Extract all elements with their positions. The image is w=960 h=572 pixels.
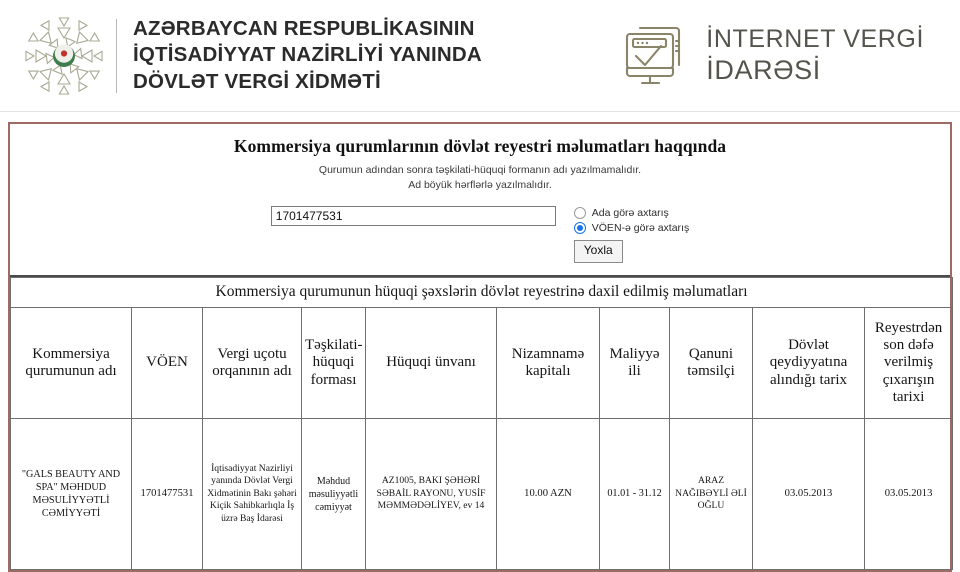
col-header-representative: Qanuni təmsilçi: [670, 308, 753, 419]
radio-label-by-name: Ada görə axtarış: [591, 207, 669, 220]
monitor-checkmark-icon: [618, 19, 692, 93]
cell-registration-date: 03.05.2013: [753, 419, 865, 570]
page-title: Kommersiya qurumlarının dövlət reyestri məlumatları haqqında: [233, 136, 727, 156]
col-header-address: Hüquqi ünvanı: [366, 308, 497, 419]
col-header-fiscal-year: Maliyyə ili: [600, 308, 670, 419]
brand-title: [133, 16, 482, 96]
cell-legal-form: Məhdud məsuliyyətli cəmiyyət: [302, 419, 366, 570]
search-form: [10, 124, 950, 277]
cell-capital: 10.00 AZN: [497, 419, 600, 570]
cell-representative: ARAZ NAĞIBƏYLİ ƏLİ OĞLU: [670, 419, 753, 570]
radio-label-by-voen: VÖEN-ə görə axtarış: [591, 222, 690, 235]
brand-line-2: İQTİSADİYYAT NAZİRLİYİ YANINDA: [133, 43, 482, 67]
col-header-legal-form: Təşkilati-hüquqi forması: [302, 308, 366, 419]
table-span-title: Kommersiya qurumunun hüquqi şəxslərin dövlət reyestrinə daxil edilmiş məlumatları: [11, 278, 953, 308]
brand-line-3: DÖVLƏT VERGİ XİDMƏTİ: [133, 69, 381, 93]
search-options-column: [574, 206, 689, 263]
service-brand: [618, 19, 938, 93]
table-span-title-row: [11, 278, 953, 308]
search-controls-row: [10, 206, 950, 263]
col-header-company-name: Kommersiya qurumunun adı: [11, 308, 132, 419]
form-note-line-2: Ad böyük hərflərlə yazılmalıdır.: [408, 179, 552, 192]
col-header-extract-date: Reyestrdən son dəfə verilmiş çıxarışın tarixi: [865, 308, 953, 419]
brand-line-1: AZƏRBAYCAN RESPUBLİKASININ: [133, 16, 475, 40]
col-header-tax-office: Vergi uçotu orqanının adı: [203, 308, 302, 419]
main-content: [0, 112, 960, 572]
cell-tax-office: İqtisadiyyat Nazirliyi yanında Dövlət Vergi Xidmətinin Bakı şəhəri Kiçik Sahibkarlıqla İş üzrə Baş İdarəsi: [203, 419, 302, 570]
cell-extract-date: 03.05.2013: [865, 419, 953, 570]
radio-indicator-by-voen[interactable]: [574, 222, 586, 234]
search-mode-radio-group: [574, 206, 689, 234]
col-header-capital: Nizamnamə kapitalı: [497, 308, 600, 419]
radio-option-by-voen[interactable]: [574, 222, 689, 234]
table-row: [11, 419, 953, 570]
service-title: [706, 24, 924, 87]
azerbaijan-state-ornament-emblem-icon: [18, 10, 110, 102]
brand-left: [18, 10, 482, 102]
registry-results-table: [10, 277, 953, 570]
table-header-row: [11, 308, 953, 419]
radio-indicator-by-name[interactable]: [574, 207, 586, 219]
site-header: [0, 0, 960, 112]
cell-fiscal-year: 01.01 - 31.12: [600, 419, 670, 570]
registry-panel: [8, 122, 952, 572]
cell-address: AZ1005, BAKI ŞƏHƏRİ SƏBAİL RAYONU, YUSİF MƏMMƏDƏLİYEV, ev 14: [366, 419, 497, 570]
cell-voen: 1701477531: [132, 419, 203, 570]
form-note-line-1: Qurumun adından sonra təşkilati-hüquqi formanın adı yazılmamalıdır.: [318, 164, 642, 176]
brand-divider: [116, 19, 117, 93]
col-header-voen: VÖEN: [132, 308, 203, 419]
voen-search-input[interactable]: [271, 206, 556, 226]
col-header-registration-date: Dövlət qeydiyyatına alındığı tarix: [753, 308, 865, 419]
service-title-line-1: İNTERNET VERGİ: [706, 24, 924, 53]
cell-company-name: "GALS BEAUTY AND SPA" MƏHDUD MƏSULİYYƏTLİ CƏMİYYƏTİ: [11, 419, 132, 570]
radio-option-by-name[interactable]: [574, 207, 669, 219]
check-submit-button[interactable]: Yoxla: [574, 240, 623, 263]
service-title-line-2: İDARƏSİ: [706, 55, 821, 86]
